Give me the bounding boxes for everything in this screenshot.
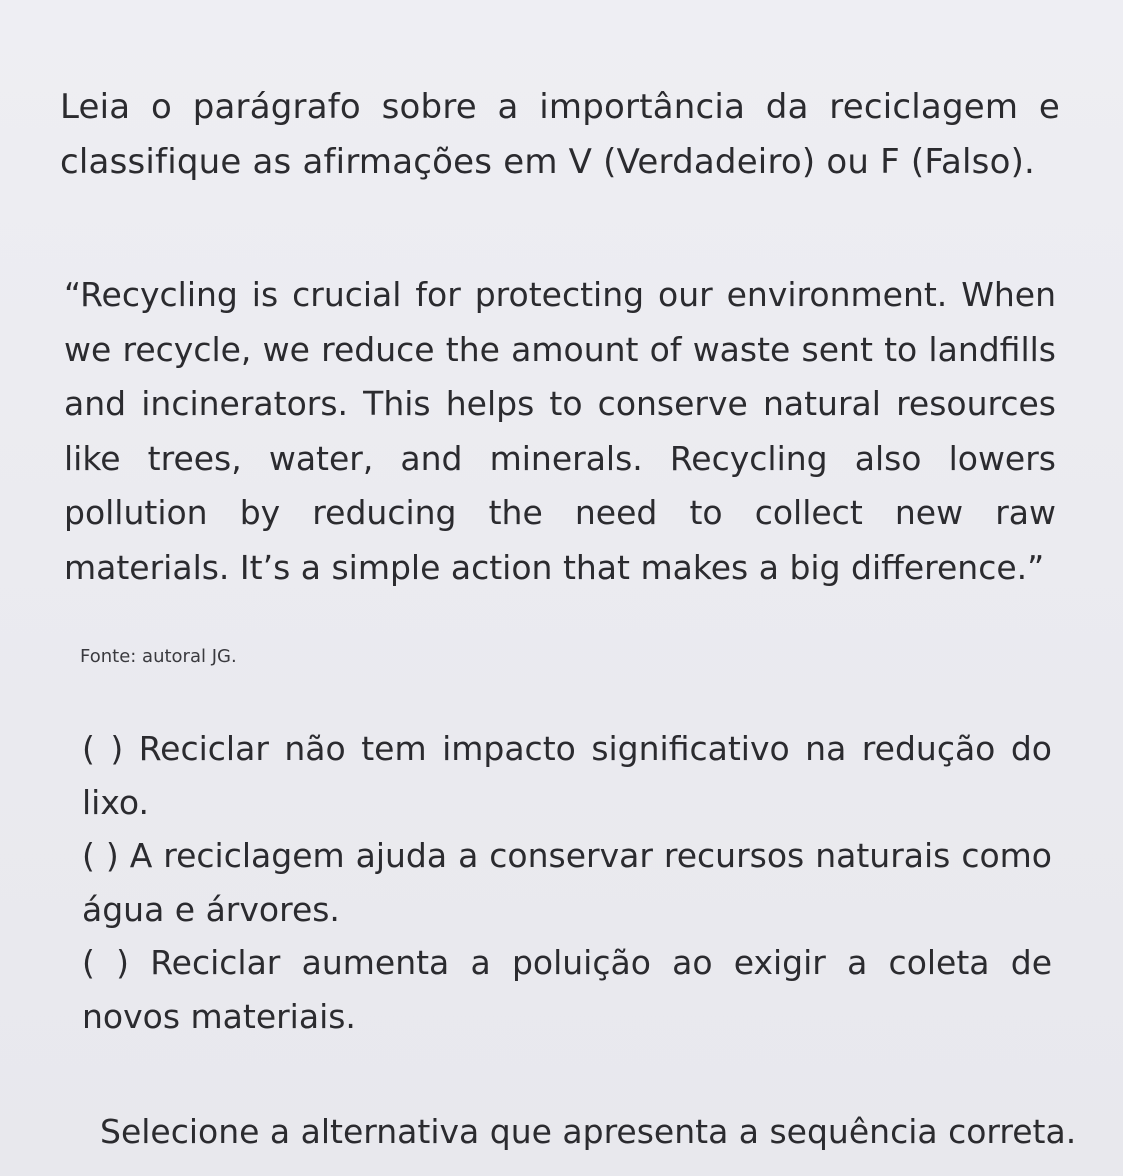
source-citation: Fonte: autoral JG. (80, 646, 237, 667)
instruction-text: Leia o parágrafo sobre a importância da reciclagem e classifique as afirmações em V (Verdadeiro) ou F (Falso). (60, 87, 1060, 182)
statement-item-1: ( ) Reciclar não tem impacto significativo na redução do lixo. (82, 729, 1052, 822)
select-alternative-prompt: Selecione a alternativa que apresenta a sequência correta. (100, 1112, 1077, 1151)
recycling-passage: “Recycling is crucial for protecting our environment. When we recycle, we reduce the amount of waste sent to landfills and incinerators. This helps to conserve natural resources like trees, water, and minerals. Recycling also lowers pollution by reducing the need to collect new raw materials. It’s a simple action that makes a big difference.” (64, 275, 1056, 587)
statement-item-3: ( ) Reciclar aumenta a poluição ao exigir a coleta de novos materiais. (82, 943, 1052, 1036)
statement-item-2: ( ) A reciclagem ajuda a conservar recursos naturais como água e árvores. (82, 836, 1052, 929)
statement-list (82, 722, 1052, 1043)
